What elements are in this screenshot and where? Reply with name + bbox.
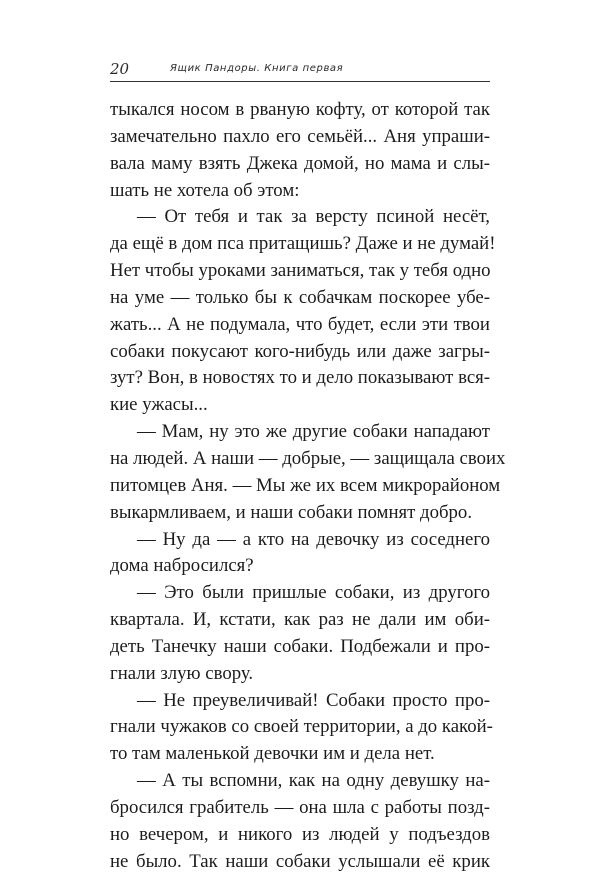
running-head [110,60,490,82]
text-line: квартала. И, кстати, как раз не дали им оби- [110,609,490,631]
text-line: — От тебя и так за версту псиной несёт, [137,206,490,228]
text-line: бросился грабитель — она шла с работы позд- [110,796,490,818]
text-line: — Это были пришлые собаки, из другого [137,582,490,604]
book-title: Ящик Пандоры. Книга первая [170,63,344,74]
header-rule [110,81,490,82]
text-line: зут? Вон, в новостях то и дело показывают вся- [110,367,491,389]
text-line: на людей. А наши — добрые, — защищала своих [110,447,506,469]
text-line: жать... А не подумала, что будет, если эти твои [110,313,490,335]
text-line: — Не преувеличивай! Собаки просто про- [137,689,490,711]
text-line: собаки покусают кого-нибудь или даже загры- [110,340,490,362]
text-line: гнали чужаков со своей территории, а до какой- [110,716,493,738]
text-line: шать не хотела об этом: [110,179,300,201]
text-line: да ещё в дом пса притащишь? Даже и не думай! [110,233,496,255]
text-line: вала маму взять Джека домой, но мама и слы- [110,152,490,174]
text-line: но вечером, и никого из людей у подъездов [110,823,490,845]
text-line: дома набросился? [110,555,254,577]
text-line: Нет чтобы уроками заниматься, так у тебя одно [110,260,491,282]
text-line: гнали злую свору. [110,662,254,684]
text-line: — Мам, ну это же другие собаки нападают [137,421,490,443]
text-line: — Ну да — а кто на девочку из соседнего [137,528,490,550]
text-line: питомцев Аня. — Мы же их всем микрорайоном [110,474,501,496]
text-line: тыкался носом в рваную кофту, от которой так [110,99,490,120]
text-line: деть Танечку наши собаки. Подбежали и про- [110,635,490,657]
text-line: кие ужасы... [110,394,208,416]
page-number: 20 [110,60,130,78]
text-line: замечательно пахло его семьёй... Аня упраши- [110,125,490,147]
text-line: выкармливаем, и наши собаки помнят добро. [110,501,473,523]
text-line: то там маленькой девочки им и дела нет. [110,743,435,765]
text-line: не было. Так наши собаки услышали её крик [110,850,490,872]
text-line: — А ты вспомни, как на одну девушку на- [137,770,490,792]
text-line: на уме — только бы к собачкам поскорее убе- [110,286,490,308]
body-text [110,97,506,875]
